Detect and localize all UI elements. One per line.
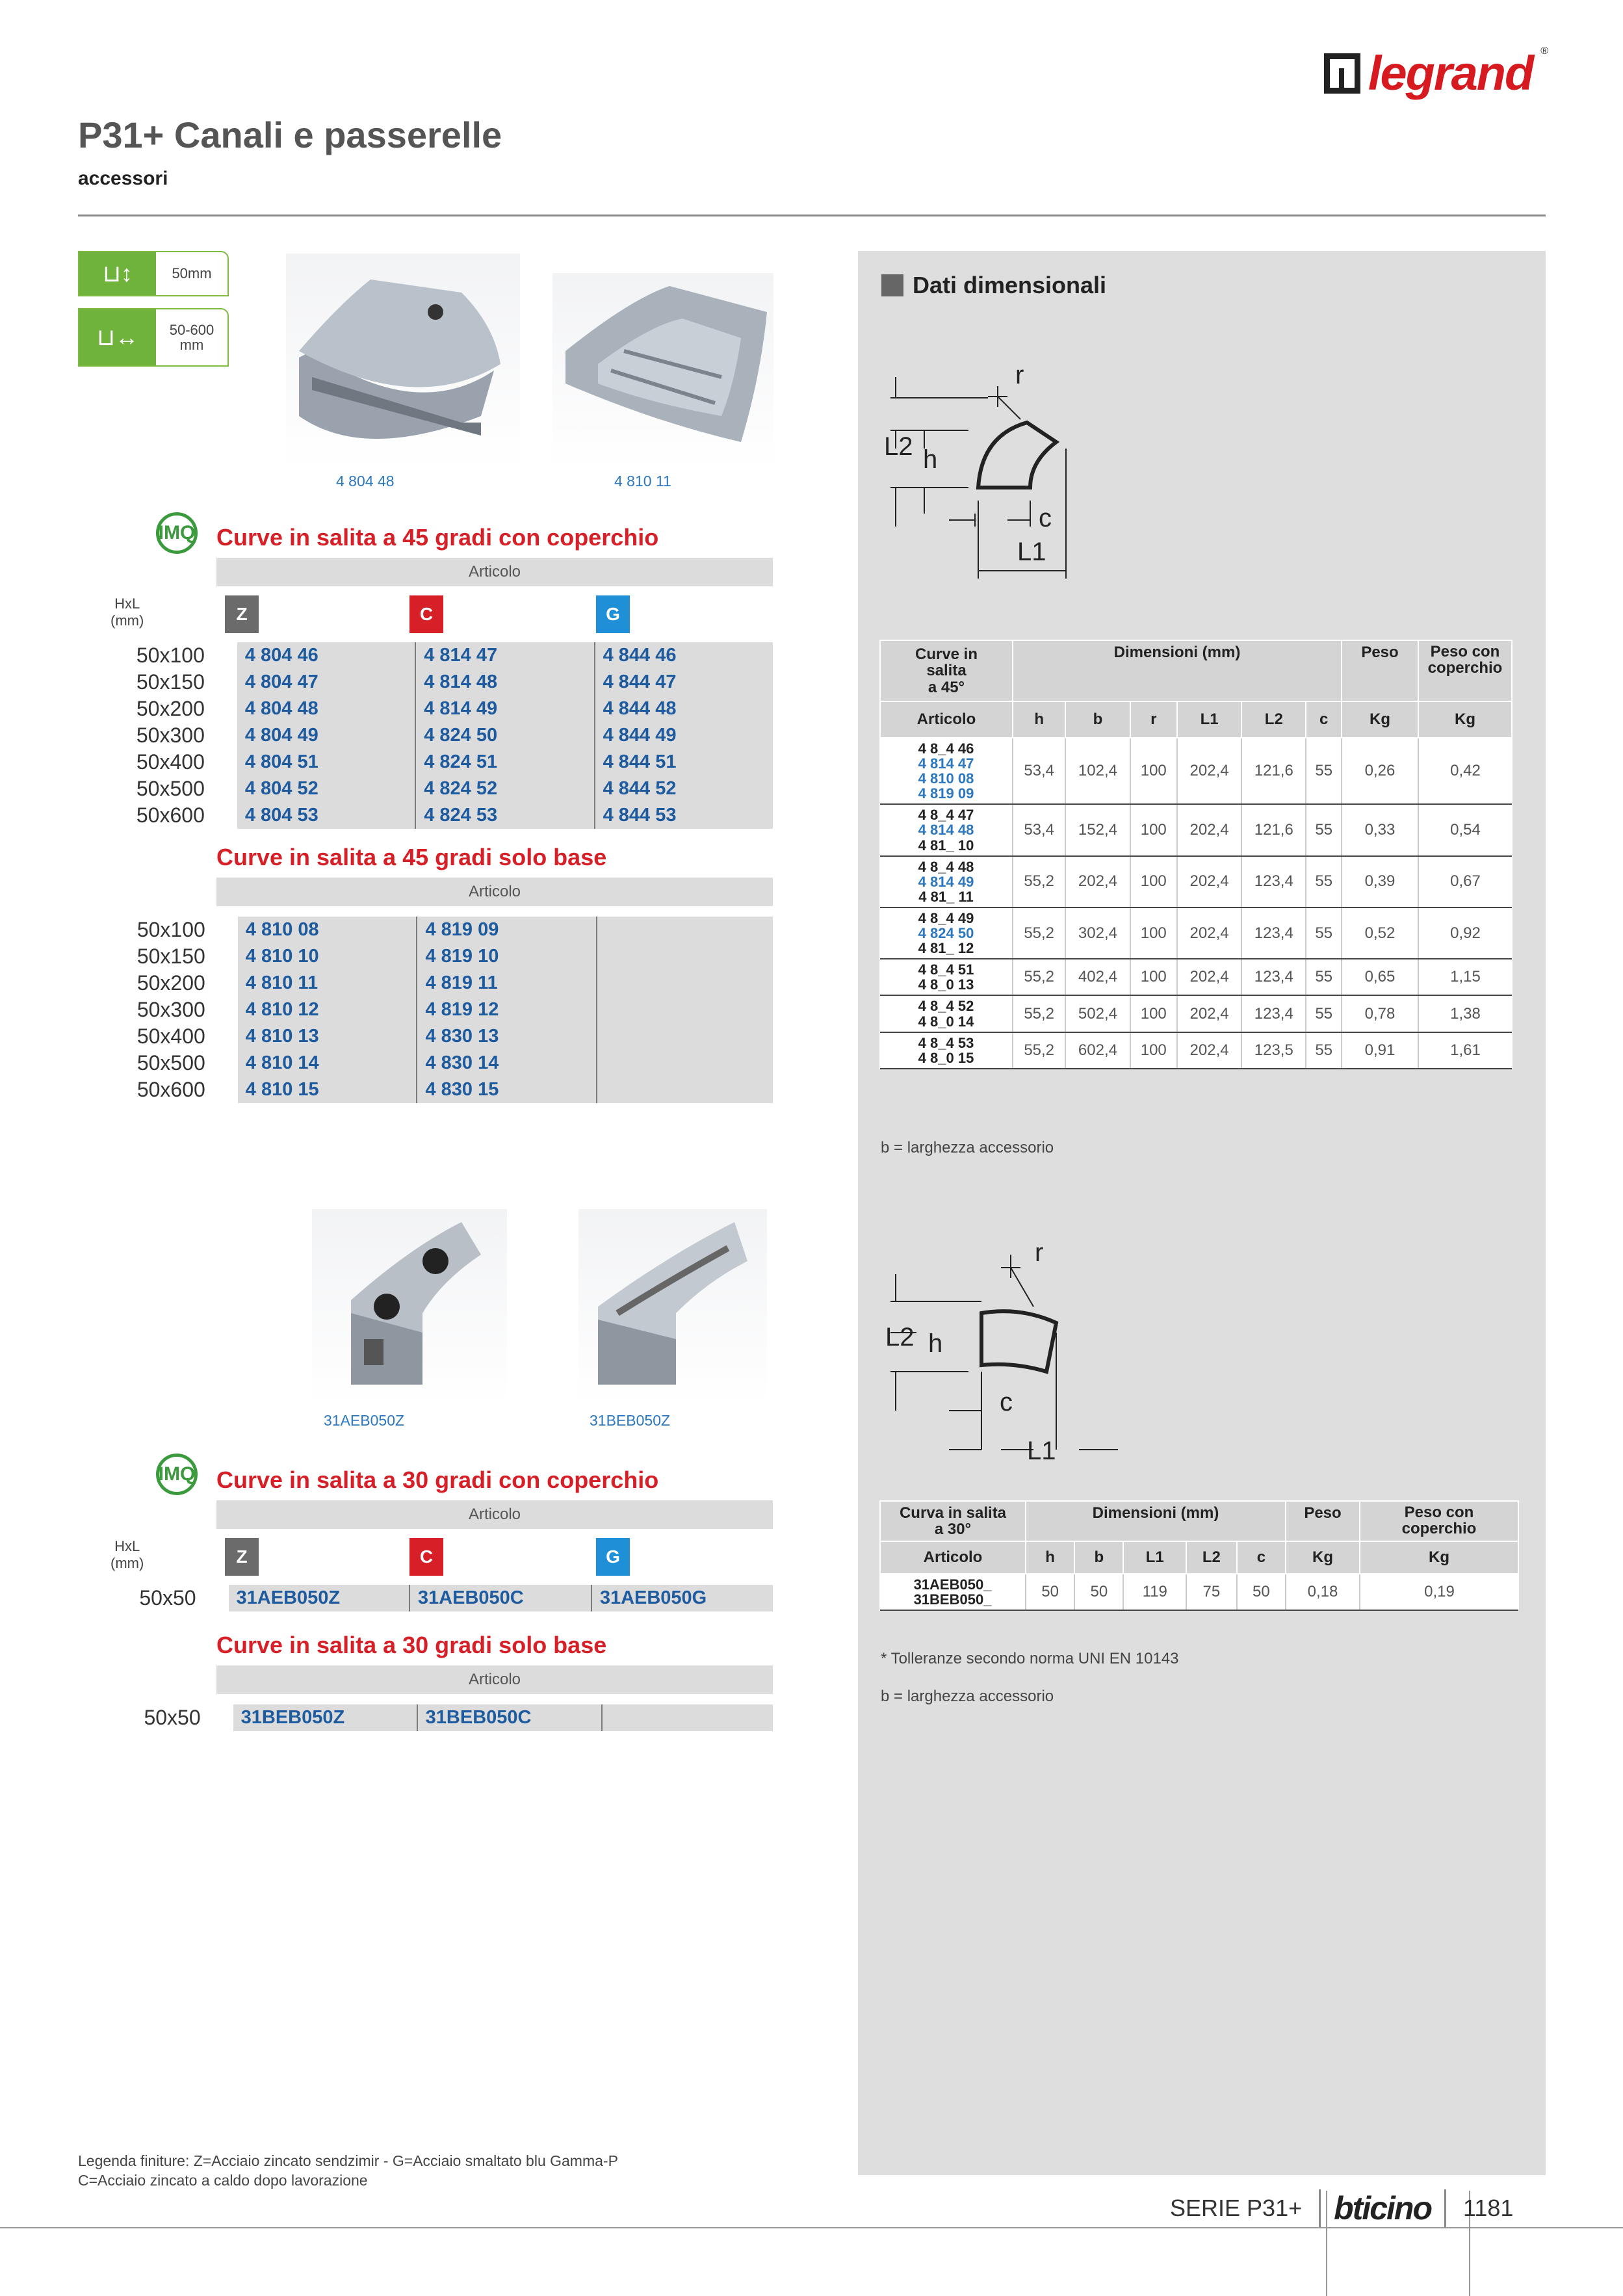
value-cell: 50 [1074,1574,1123,1610]
size-cell: 50x300 [136,724,205,747]
value-cell: 55 [1306,995,1342,1032]
value-cell: 100 [1130,1032,1177,1069]
product-image-31beb050z [578,1209,767,1404]
article-code-c: 4 824 52 [415,776,594,802]
value-cell: 121,6 [1241,804,1306,855]
value-cell: 53,4 [1013,804,1065,855]
diagram-label-c: c [1039,504,1052,532]
value-cell: 202,4 [1177,907,1241,959]
section-title-45-base: Curve in salita a 45 gradi solo base [216,844,607,870]
product-image-31aeb050z [312,1209,507,1404]
article-code-z: 4 804 46 [237,642,415,669]
product-image-481011 [552,273,773,468]
col-header: Kg [1342,701,1418,738]
footer [1170,2189,1513,2227]
table-row [880,959,1512,995]
size-cell: 50x600 [136,803,205,827]
value-cell: 55,2 [1013,995,1065,1032]
article-code: 31AEB050_ [913,1576,992,1593]
size-cell: 50x100 [136,918,205,941]
article-code-g [597,943,773,970]
article-code-c: 4 830 14 [417,1050,597,1076]
header-divider [78,215,1546,216]
article-code: 4 819 09 [918,785,974,802]
value-cell: 0,33 [1342,804,1418,855]
table-row [34,776,773,802]
th-curve: Curva in salita a 30° [880,1501,1026,1541]
finish-key: C [419,1546,434,1567]
finish-c-badge [409,1538,443,1576]
value-cell: 100 [1130,995,1177,1032]
image-caption: 31AEB050Z [324,1412,405,1429]
diagram-label-l1: L1 [1027,1437,1056,1465]
page-subtitle: accessori [78,168,168,189]
table-row [34,696,773,722]
size-cell: 50x50 [144,1706,201,1729]
col-header: Articolo [880,701,1013,738]
size-cell: 50x100 [136,644,205,667]
square-bullet-icon [881,274,903,296]
article-code-g: 4 844 53 [595,802,773,829]
value-cell: 100 [1130,907,1177,959]
article-code: 4 81_ 11 [918,888,974,905]
table-row [34,749,773,776]
col-header: Articolo [880,1541,1026,1574]
article-code: 4 824 50 [918,925,974,942]
finish-z-badge [225,595,259,633]
article-cell [880,959,1013,995]
value-cell: 1,61 [1418,1032,1512,1069]
value-cell: 0,91 [1342,1032,1418,1069]
value-cell: 55,2 [1013,1032,1065,1069]
value-cell: 0,52 [1342,907,1418,959]
registered-mark: ® [1540,46,1548,57]
article-code-g: 4 844 46 [595,642,773,669]
page-number: 1181 [1463,2195,1514,2221]
th-weight-cover: Peso con coperchio [1418,640,1512,701]
value-cell: 55 [1306,907,1342,959]
table-row [34,1023,773,1050]
finish-c-badge [409,595,443,633]
th-weight-cover: Peso con coperchio [1360,1501,1518,1541]
table-row [880,856,1512,907]
value-cell: 55,2 [1013,959,1065,995]
articolo-header: Articolo [216,1665,773,1694]
value-cell: 55 [1306,856,1342,907]
panel-title-text: Dati dimensionali [913,272,1107,298]
value-cell: 202,4 [1177,856,1241,907]
table-row [34,1076,773,1103]
legrand-logo-mark [1324,53,1360,94]
article-code: 4 8_4 46 [918,740,974,757]
section-title-45-coperchio: Curve in salita a 45 gradi con coperchio [216,524,659,551]
article-code: 4 8_4 53 [918,1034,974,1051]
value-cell: 302,4 [1065,907,1130,959]
value-cell: 123,5 [1241,1032,1306,1069]
hxl-label: HxL (mm) [110,595,144,629]
article-code-c: 4 824 50 [415,722,594,749]
product-table-45-coperchio [34,642,773,829]
size-cell: 50x400 [136,1024,205,1048]
footer-divider [0,2227,1623,2228]
height-value: 50mm [172,265,212,282]
value-cell: 123,4 [1241,959,1306,995]
article-code-z: 4 810 13 [238,1023,417,1050]
finish-key: C [419,604,434,624]
article-code: 31BEB050_ [913,1591,992,1608]
value-cell: 0,78 [1342,995,1418,1032]
note-width: b = larghezza accessorio [881,1688,1054,1705]
col-header: L2 [1241,701,1306,738]
article-code-z: 31BEB050Z [233,1704,417,1731]
article-code: 4 8_4 48 [918,858,974,875]
finish-z-badge [225,1538,259,1576]
table-row [880,1032,1512,1069]
article-code-g [602,1704,773,1731]
article-code-g: 4 844 48 [595,696,773,722]
table-row [34,642,773,669]
size-cell: 50x50 [139,1586,196,1610]
th-dimensions: Dimensioni (mm) [1026,1501,1286,1541]
value-cell: 55 [1306,804,1342,855]
brand-name: legrand [1368,46,1533,100]
value-cell: 123,4 [1241,995,1306,1032]
finish-key: Z [236,1546,248,1567]
value-cell: 0,54 [1418,804,1512,855]
article-code-c: 4 814 47 [415,642,594,669]
article-code-z: 4 804 47 [237,669,415,696]
article-code-g [597,997,773,1023]
article-code-c: 4 819 10 [417,943,597,970]
quality-mark-icon: IMQ [156,512,198,554]
note-width: b = larghezza accessorio [881,1139,1054,1156]
article-code: 4 81_ 12 [918,940,974,957]
screw-icon [374,1294,400,1320]
article-code-c: 4 824 53 [415,802,594,829]
col-header: Kg [1286,1541,1360,1574]
size-cell: 50x150 [136,670,205,694]
article-code-z: 4 810 08 [238,917,417,943]
article-code-z: 31AEB050Z [229,1585,409,1611]
finish-key: G [606,1546,620,1567]
table-row [880,1574,1518,1610]
article-cell [880,738,1013,804]
article-cell [880,804,1013,855]
finish-g-badge [596,1538,630,1576]
diagram-label-l1: L1 [1017,538,1046,566]
col-header: L2 [1186,1541,1237,1574]
footer-series: SERIE P31+ [1170,2195,1303,2221]
value-cell: 202,4 [1177,995,1241,1032]
article-code: 4 81_ 10 [918,837,974,854]
article-code-c: 4 819 12 [417,997,597,1023]
article-code-g: 4 844 47 [595,669,773,696]
article-code: 4 810 08 [918,770,974,787]
value-cell: 0,92 [1418,907,1512,959]
diagram-label-r: r [1015,361,1024,389]
value-cell: 102,4 [1065,738,1130,804]
value-cell: 55,2 [1013,907,1065,959]
page-title: P31+ Canali e passerelle [78,114,502,155]
article-code-g: 4 844 51 [595,749,773,776]
diagram-label-c: c [1000,1388,1013,1416]
article-cell [880,856,1013,907]
article-code-g [597,970,773,997]
article-code-z: 4 804 49 [237,722,415,749]
article-code-c: 4 824 51 [415,749,594,776]
table-row [34,1585,773,1611]
article-code-g [597,1076,773,1103]
value-cell: 55 [1306,738,1342,804]
article-code-c: 4 819 11 [417,970,597,997]
article-code: 4 8_4 47 [918,807,974,824]
article-code: 4 8_4 52 [918,998,974,1015]
article-code-g [597,1023,773,1050]
product-table-30-coperchio [34,1585,773,1611]
article-code-c: 31AEB050C [409,1585,591,1611]
table-row [880,995,1512,1032]
article-cell [880,1032,1013,1069]
value-cell: 202,4 [1177,804,1241,855]
article-code-z: 4 804 52 [237,776,415,802]
table-row [34,943,773,970]
article-code-c: 4 819 09 [417,917,597,943]
panel-title [881,272,1106,299]
col-header: h [1026,1541,1074,1574]
product-image-480448 [286,254,520,468]
table-row [34,1050,773,1076]
table-row [34,917,773,943]
value-cell: 1,38 [1418,995,1512,1032]
value-cell: 0,42 [1418,738,1512,804]
table-row [880,804,1512,855]
article-code-z: 4 804 51 [237,749,415,776]
article-code-g: 4 844 49 [595,722,773,749]
article-code: 4 8_0 15 [918,1049,974,1066]
article-code: 4 814 48 [918,822,974,839]
bticino-logo: bticino [1319,2189,1446,2227]
th-weight: Peso [1286,1501,1360,1541]
article-code-g [597,917,773,943]
diagram-label-l2: L2 [884,432,913,461]
finish-legend: Legenda finiture: Z=Acciaio zincato sendzimir - G=Acciaio smaltato blu Gamma-P C=Acciaio zincato a caldo dopo lavorazione [78,2152,618,2189]
value-cell: 0,19 [1360,1574,1518,1610]
image-caption: 4 804 48 [336,473,395,489]
article-code-z: 4 804 53 [237,802,415,829]
articolo-header: Articolo [216,558,773,586]
article-code: 4 8_4 51 [918,961,974,978]
size-cell: 50x200 [136,697,205,720]
article-cell [880,995,1013,1032]
value-cell: 402,4 [1065,959,1130,995]
article-code-c: 4 814 49 [415,696,594,722]
value-cell: 100 [1130,856,1177,907]
value-cell: 75 [1186,1574,1237,1610]
article-code: 4 814 49 [918,873,974,890]
table-row [880,738,1512,804]
articolo-header: Articolo [216,878,773,906]
table-row [34,669,773,696]
finish-key: G [606,604,620,624]
size-cell: 50x150 [136,945,205,968]
width-value: 50-600 mm [169,321,214,353]
product-table-45-base [34,917,773,1103]
size-cell: 50x300 [136,998,205,1021]
th-weight: Peso [1342,640,1418,701]
size-cell: 50x500 [136,1051,205,1075]
article-code-g: 4 844 52 [595,776,773,802]
col-header: L1 [1123,1541,1186,1574]
value-cell: 100 [1130,804,1177,855]
value-cell: 100 [1130,738,1177,804]
value-cell: 121,6 [1241,738,1306,804]
legrand-logo [1324,46,1548,101]
article-code-c: 4 830 15 [417,1076,597,1103]
size-cell: 50x200 [136,971,205,995]
value-cell: 55,2 [1013,856,1065,907]
article-code-z: 4 810 14 [238,1050,417,1076]
article-code-z: 4 810 11 [238,970,417,997]
article-code-z: 4 810 10 [238,943,417,970]
value-cell: 0,39 [1342,856,1418,907]
th-dimensions: Dimensioni (mm) [1013,640,1342,701]
col-header: L1 [1177,701,1241,738]
value-cell: 119 [1123,1574,1186,1610]
value-cell: 0,18 [1286,1574,1360,1610]
value-cell: 1,15 [1418,959,1512,995]
article-code-c: 4 814 48 [415,669,594,696]
article-code-g: 31AEB050G [591,1585,773,1611]
value-cell: 602,4 [1065,1032,1130,1069]
diagram-label-h: h [923,445,938,474]
table-row [34,722,773,749]
value-cell: 55 [1306,959,1342,995]
table-row [34,802,773,829]
article-code: 4 8_4 49 [918,909,974,926]
article-code-g [597,1050,773,1076]
screw-icon [422,1248,448,1274]
table-row [880,907,1512,959]
value-cell: 50 [1026,1574,1074,1610]
width-badge [78,308,229,367]
value-cell: 123,4 [1241,907,1306,959]
diagram-label-l2: L2 [885,1323,915,1351]
article-code-z: 4 810 12 [238,997,417,1023]
col-header: c [1237,1541,1286,1574]
height-icon: ⊔↕ [79,252,156,295]
dimensions-table-30 [879,1500,1519,1611]
value-cell: 152,4 [1065,804,1130,855]
col-header: r [1130,701,1177,738]
col-header: h [1013,701,1065,738]
value-cell: 502,4 [1065,995,1130,1032]
table-row [34,997,773,1023]
dimensions-table-45 [879,640,1513,1069]
value-cell: 202,4 [1177,1032,1241,1069]
article-code-c: 31BEB050C [417,1704,602,1731]
article-code: 4 8_0 14 [918,1013,974,1030]
value-cell: 123,4 [1241,856,1306,907]
quality-mark-icon: IMQ [156,1454,198,1495]
value-cell: 50 [1237,1574,1286,1610]
col-header: Kg [1418,701,1512,738]
note-tolerance: * Tolleranze secondo norma UNI EN 10143 [881,1650,1179,1667]
value-cell: 202,4 [1177,738,1241,804]
article-code: 4 8_0 13 [918,976,974,993]
table-row [34,1704,773,1731]
article-code-z: 4 804 48 [237,696,415,722]
article-cell [880,1574,1026,1610]
diagram-label-r: r [1035,1238,1044,1267]
article-code: 4 814 47 [918,755,974,772]
diagram-label-h: h [928,1329,943,1358]
hxl-label: HxL (mm) [110,1538,144,1572]
col-header: b [1074,1541,1123,1574]
articolo-header: Articolo [216,1500,773,1529]
size-cell: 50x500 [136,777,205,800]
value-cell: 55 [1306,1032,1342,1069]
article-code-c: 4 830 13 [417,1023,597,1050]
value-cell: 202,4 [1177,959,1241,995]
value-cell: 202,4 [1065,856,1130,907]
width-icon: ⊔↔ [79,309,156,365]
height-badge [78,251,229,296]
finish-g-badge [596,595,630,633]
diagram-45-degree [871,351,1170,598]
value-cell: 100 [1130,959,1177,995]
value-cell: 53,4 [1013,738,1065,804]
article-cell [880,907,1013,959]
image-caption: 4 810 11 [614,473,671,489]
product-table-30-base [34,1704,773,1731]
section-title-30-coperchio: Curve in salita a 30 gradi con coperchio [216,1467,659,1493]
value-cell: 0,67 [1418,856,1512,907]
table-row [34,970,773,997]
col-header: c [1306,701,1342,738]
value-cell: 0,65 [1342,959,1418,995]
th-curve: Curve in salita a 45° [880,640,1013,701]
image-caption: 31BEB050Z [590,1412,671,1429]
size-cell: 50x400 [136,750,205,774]
diagram-30-degree [871,1235,1170,1469]
screw-icon [428,304,443,320]
col-header: b [1065,701,1130,738]
section-title-30-base: Curve in salita a 30 gradi solo base [216,1632,607,1658]
article-code-z: 4 810 15 [238,1076,417,1103]
value-cell: 0,26 [1342,738,1418,804]
finish-key: Z [236,604,248,624]
col-header: Kg [1360,1541,1518,1574]
size-cell: 50x600 [136,1078,205,1101]
